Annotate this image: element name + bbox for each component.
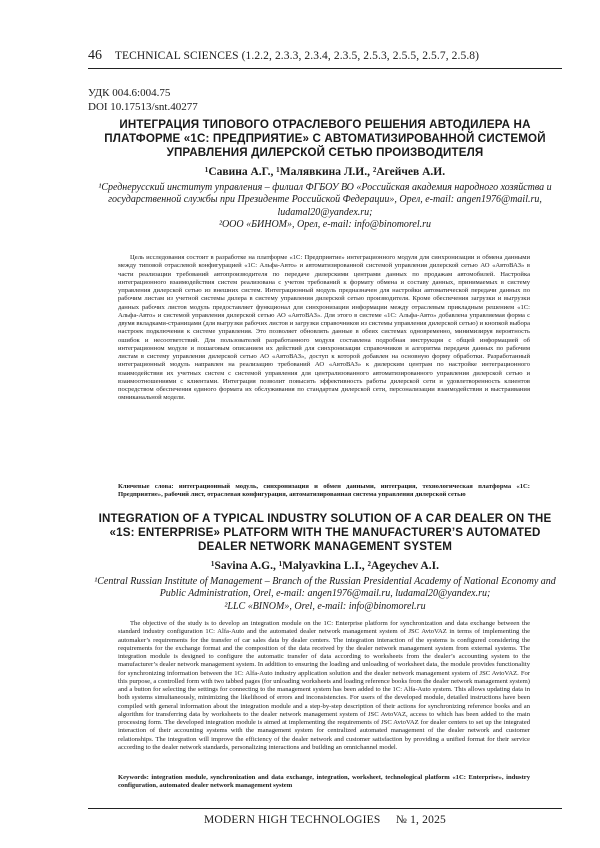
ru-affiliation-2: ²ООО «БИНОМ», Орел, e-mail: info@binomorel.ru	[218, 219, 432, 231]
ru-affiliations	[88, 182, 562, 232]
udc-code: УДК 004.6:004.75	[88, 87, 171, 99]
ru-keywords	[118, 483, 530, 500]
en-affiliation-1: ¹Central Russian Institute of Management – Branch of the Russian Presidential Academy of National Economy and Public Administration, Orel, e-mail: angen1976@mail.ru, ludamal20@yandex.ru;	[94, 576, 556, 600]
ru-authors: ¹Савина А.Г., ¹Малявкина Л.И., ²Агейчев А.И.	[204, 166, 446, 178]
running-header	[88, 48, 562, 64]
en-keywords-label: Keywords:	[118, 774, 149, 781]
footer-journal: MODERN HIGH TECHNOLOGIES	[204, 814, 381, 826]
en-keywords-text: integration module, synchronization and data exchange, integration, worksheet, technological platform «1C: Enterprise», industry configuration, automated dealer network management system	[118, 774, 530, 790]
en-affiliations	[88, 576, 562, 613]
ru-keywords-label: Ключевые слова:	[118, 483, 174, 490]
ru-title: ИНТЕГРАЦИЯ ТИПОВОГО ОТРАСЛЕВОГО РЕШЕНИЯ АВТОДИЛЕРА НА ПЛАТФОРМЕ «1С: ПРЕДПРИЯТИЕ» С АВТОМАТИЗИРОВАННОЙ СИСТЕМОЙ УПРАВЛЕНИЯ ДИЛЕРСКОЙ СЕТЬЮ ПРОИЗВОДИТЕЛЯ	[104, 118, 546, 160]
en-authors: ¹Savina A.G., ¹Malyavkina L.I., ²Ageychev A.I.	[211, 560, 439, 572]
footer-rule	[88, 808, 562, 809]
ru-affiliation-1: ¹Среднерусский институт управления – филиал ФГБОУ ВО «Российская академия народного хозяйства и государственной службы при Президенте Российской Федерации», Орел, e-mail: angen1976@mail.ru, ludamal20@yandex.ru;	[98, 182, 552, 218]
page-number: 46	[88, 48, 102, 63]
journal-section: TECHNICAL SCIENCES (1.2.2, 2.3.3, 2.3.4, 2.3.5, 2.5.3, 2.5.5, 2.5.7, 2.5.8)	[114, 50, 480, 62]
en-title: INTEGRATION OF A TYPICAL INDUSTRY SOLUTION OF A CAR DEALER ON THE «1S: ENTERPRISE» PLATFORM WITH THE MANUFACTURER’S AUTOMATED DEALER NETWORK MANAGEMENT SYSTEM	[98, 512, 552, 554]
header-rule	[88, 68, 562, 69]
en-keywords	[118, 774, 530, 791]
identifiers	[88, 86, 198, 114]
en-abstract: The objective of the study is to develop an integration module on the 1C: Enterprise platform for synchronization and data exchange between the standard industry configuration 1C: Alfa-Auto and the automated dealer network management system of JSC AvtoVAZ in terms of implementing the automaker’s requirements for the transfer of car sales data by dealer centers. The integration interaction of the systems is configured considering the requirements for the exchange format and the composition of the data received by the dealer network management system from external systems. The integration module is designed to configure the automatic transfer of data according to worksheets from the dealer’s accounting system to the manufacturer’s dealer network management system. In addition to ensuring the loading and unloading of worksheet data, the module provides functionality for synchronizing information between the 1C: Alfa-Auto industry application solution and the dealer network management system of JSC AvtoVAZ. For this purpose, a controlled form with two tabbed pages (for unloading worksheets and loading reference books from the dealer network management system) and a button for selecting the settings for connecting to the management system has been added to the 1C: Alfa-Auto system. This allows updating data in both systems simultaneously, minimizing the likelihood of errors and inconsistencies. For users of the developed module, detailed instructions have been compiled with general information about the integration module and a step-by-step description of their actions for synchronizing reference books and an algorithm for transferring data by worksheets to the dealer network management system of JSC AvtoVAZ, access to which has been added to the main processing form. The developed integration module is aimed at implementing the requirements of JSC AvtoVAZ for dealer centers to set up the integrated interaction of their accounting systems with the management system for centralized automated management of the dealer network and customer relationships. The integration will improve the efficiency of the dealer network and customer satisfaction by providing a unified format for their service according to the dealer network standards, personalizing interactions and building an omnichannel model.	[118, 620, 530, 751]
footer-issue: № 1, 2025	[395, 814, 446, 826]
running-footer	[88, 814, 562, 826]
ru-abstract: Цель исследования состоит в разработке на платформе «1С: Предприятие» интеграционного модуля для синхронизации и обмена данными между типовой отраслевой конфигурацией «1С: Альфа-Авто» и автоматизированной системой управления дилерской сетью АО «АвтоВАЗ» в части реализации требований автопроизводителя по передаче дилерскими центрами данных по продажам автомобилей. Настройка интеграционного взаимодействия систем реализована с учетом требований к формату обмена и составу данных, принимаемых в систему управления дилерской сетью из внешних систем. Интеграционный модуль предназначен для настройки автоматической передачи данных по рабочим листам из учетной системы дилера в систему управления дилерской сетью производителя. Кроме обеспечения загрузки и выгрузки данных рабочих листов модуль предоставляет функционал для синхронизации информации между отраслевым прикладным решением «1С: Альфа-Авто» и системой управления дилерской сетью АО «АвтоВАЗ». Для этого в системе «1С: Альфа-Авто» добавлена управляемая форма с двумя вкладками-страницами (для выгрузки рабочих листов и загрузки справочников из системы управления дилерской сетью) и кнопкой выбора настроек подключения к системе управления. Это позволяет обновлять данные в обеих системах одновременно, минимизируя вероятность ошибок и несоответствий. Для пользователей разработанного модуля составлена подробная инструкция с общей информацией об интеграционном модуле и пошаговым описанием их действий для синхронизации справочников и алгоритма передачи данных по рабочим листам в систему управления дилерской сетью АО «АвтоВАЗ», доступ к которой добавлен на основную форму обработки. Разработанный интеграционный модуль направлен на реализацию требований АО «АвтоВАЗ» к дилерским центрам по настройке интеграционного взаимодействия их учетных систем с системой управления для централизованного автоматизированного управления дилерской сетью и взаимоотношениями с клиентами. Интеграция позволит повысить эффективность работы дилерской сети и удовлетворенность клиентов посредством обеспечения единого формата их обслуживания по стандартам дилерской сети, персонализации взаимодействия и выстраивания омниканальной модели.	[118, 254, 530, 402]
ru-keywords-text: интеграционный модуль, синхронизация и обмен данными, интеграция, технологическая платформа «1С: Предприятие», рабочий лист, отраслевая конфигурация, автоматизированная система управления дилерской сетью	[118, 483, 530, 499]
en-affiliation-2: ²LLC «BINOM», Orel, e-mail: info@binomorel.ru	[224, 600, 426, 612]
doi: DOI 10.17513/snt.40277	[88, 101, 198, 113]
